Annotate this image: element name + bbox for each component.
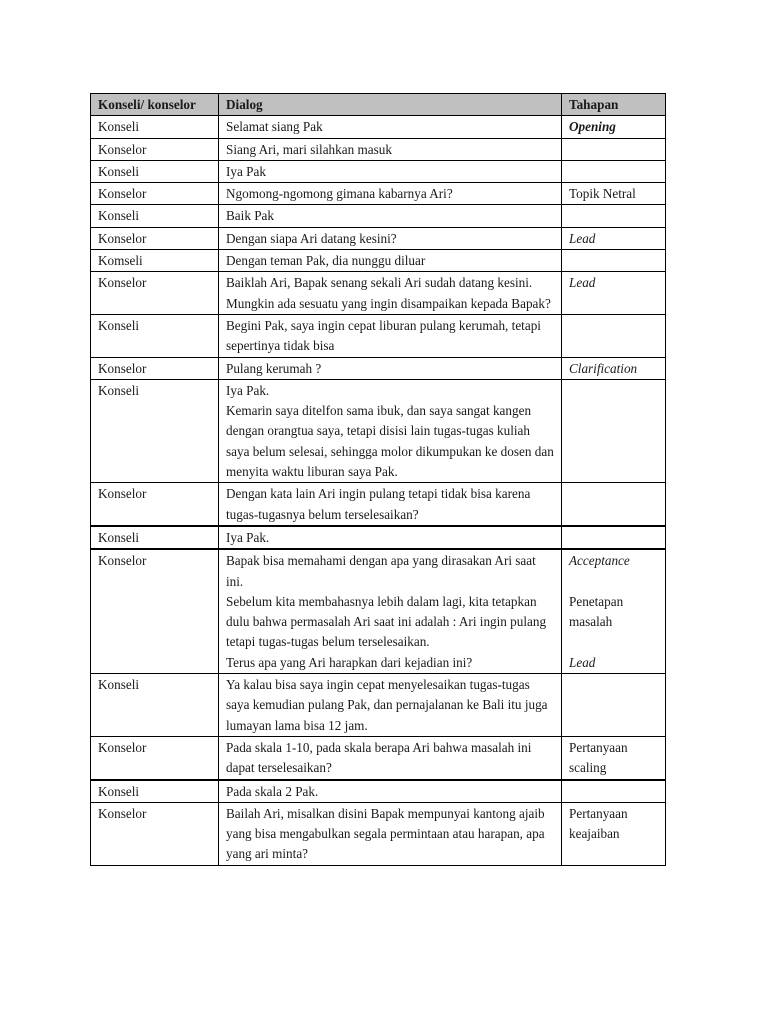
stage-cell: [562, 160, 666, 182]
table-row: [91, 674, 666, 737]
counseling-dialog-table: [90, 93, 666, 866]
stage-cell: Pertanyaan scaling: [562, 736, 666, 779]
dialog-cell: Iya Pak. Kemarin saya ditelfon sama ibuk, dan saya sangat kangen dengan orangtua saya, tetapi disisi lain tugas-tugas kuliah saya belum selesai, sehingga molor dikumpukan ke dosen dan menyita waktu liburan saya Pak.: [219, 379, 562, 482]
dialog-cell: Dengan teman Pak, dia nunggu diluar: [219, 250, 562, 272]
table-row: [91, 802, 666, 865]
dialog-cell: Begini Pak, saya ingin cepat liburan pulang kerumah, tetapi sepertinya tidak bisa: [219, 314, 562, 357]
table-header-row: [91, 94, 666, 116]
speaker-cell: Konselor: [91, 272, 219, 315]
spacer: [569, 632, 658, 652]
stage-cell: [562, 379, 666, 482]
header-speaker: Konseli/ konselor: [91, 94, 219, 116]
speaker-cell: Konseli: [91, 314, 219, 357]
speaker-cell: Konselor: [91, 357, 219, 379]
header-stage: Tahapan: [562, 94, 666, 116]
dialog-cell: Baik Pak: [219, 205, 562, 227]
speaker-cell: Konselor: [91, 736, 219, 779]
stage-cell: [562, 205, 666, 227]
table-row: [91, 526, 666, 549]
table-row: [91, 250, 666, 272]
header-dialog: Dialog: [219, 94, 562, 116]
table-row: [91, 314, 666, 357]
table-row: [91, 272, 666, 315]
dialog-cell: Iya Pak: [219, 160, 562, 182]
table-row: [91, 227, 666, 249]
stage-cell: Lead: [562, 272, 666, 315]
table-row: [91, 736, 666, 779]
stage-penetapan-masalah: Penetapan masalah: [569, 593, 624, 630]
table-row: [91, 183, 666, 205]
stage-cell: [562, 780, 666, 803]
speaker-cell: Konseli: [91, 379, 219, 482]
speaker-cell: Konseli: [91, 674, 219, 737]
speaker-cell: Konseli: [91, 205, 219, 227]
speaker-cell: Konselor: [91, 483, 219, 526]
dialog-cell: Iya Pak.: [219, 526, 562, 549]
speaker-cell: Konseli: [91, 780, 219, 803]
speaker-cell: Konselor: [91, 227, 219, 249]
dialog-cell: Siang Ari, mari silahkan masuk: [219, 138, 562, 160]
stage-cell: [562, 138, 666, 160]
dialog-cell: Ya kalau bisa saya ingin cepat menyelesaikan tugas-tugas saya kemudian pulang Pak, dan pernajalanan ke Bali itu juga lumayan lama bisa 12 jam.: [219, 674, 562, 737]
stage-cell-multi: [562, 549, 666, 673]
speaker-cell: Konseli: [91, 116, 219, 138]
stage-cell: [562, 250, 666, 272]
stage-cell: Lead: [562, 227, 666, 249]
table-row: [91, 205, 666, 227]
dialog-cell: Selamat siang Pak: [219, 116, 562, 138]
dialog-cell: Pada skala 2 Pak.: [219, 780, 562, 803]
speaker-cell: Konselor: [91, 549, 219, 673]
speaker-cell: Konseli: [91, 160, 219, 182]
stage-cell: Topik Netral: [562, 183, 666, 205]
dialog-cell: Bailah Ari, misalkan disini Bapak mempunyai kantong ajaib yang bisa mengabulkan segala permintaan atau harapan, apa yang ari minta?: [219, 802, 562, 865]
speaker-cell: Komseli: [91, 250, 219, 272]
table-row: [91, 357, 666, 379]
spacer: [569, 572, 658, 592]
stage-cell: [562, 674, 666, 737]
stage-acceptance: Acceptance: [569, 553, 630, 569]
stage-cell: [562, 483, 666, 526]
speaker-cell: Konselor: [91, 183, 219, 205]
dialog-cell: Ngomong-ngomong gimana kabarnya Ari?: [219, 183, 562, 205]
table-row: [91, 780, 666, 803]
table-row: [91, 116, 666, 138]
table-row: [91, 160, 666, 182]
dialog-cell: Dengan siapa Ari datang kesini?: [219, 227, 562, 249]
dialog-cell: Bapak bisa memahami dengan apa yang dirasakan Ari saat ini. Sebelum kita membahasnya lebih dalam lagi, kita tetapkan dulu bahwa permasalah Ari saat ini adalah : Ari ingin pulang tetapi tugas-tugas belum terselesaikan. Terus apa yang Ari harapkan dari kejadian ini?: [219, 549, 562, 673]
dialog-cell: Baiklah Ari, Bapak senang sekali Ari sudah datang kesini. Mungkin ada sesuatu yang ingin disampaikan kepada Bapak?: [219, 272, 562, 315]
dialog-cell: Pulang kerumah ?: [219, 357, 562, 379]
stage-cell: Pertanyaan keajaiban: [562, 802, 666, 865]
speaker-cell: Konselor: [91, 138, 219, 160]
table-row: [91, 138, 666, 160]
table-row: [91, 379, 666, 482]
stage-cell: Clarification: [562, 357, 666, 379]
stage-cell: [562, 526, 666, 549]
dialog-cell: Dengan kata lain Ari ingin pulang tetapi tidak bisa karena tugas-tugasnya belum terselesaikan?: [219, 483, 562, 526]
table-row: [91, 549, 666, 673]
stage-lead: Lead: [569, 654, 596, 670]
speaker-cell: Konselor: [91, 802, 219, 865]
table-row: [91, 483, 666, 526]
stage-cell: [562, 314, 666, 357]
speaker-cell: Konseli: [91, 526, 219, 549]
dialog-cell: Pada skala 1-10, pada skala berapa Ari bahwa masalah ini dapat terselesaikan?: [219, 736, 562, 779]
stage-cell: Opening: [562, 116, 666, 138]
